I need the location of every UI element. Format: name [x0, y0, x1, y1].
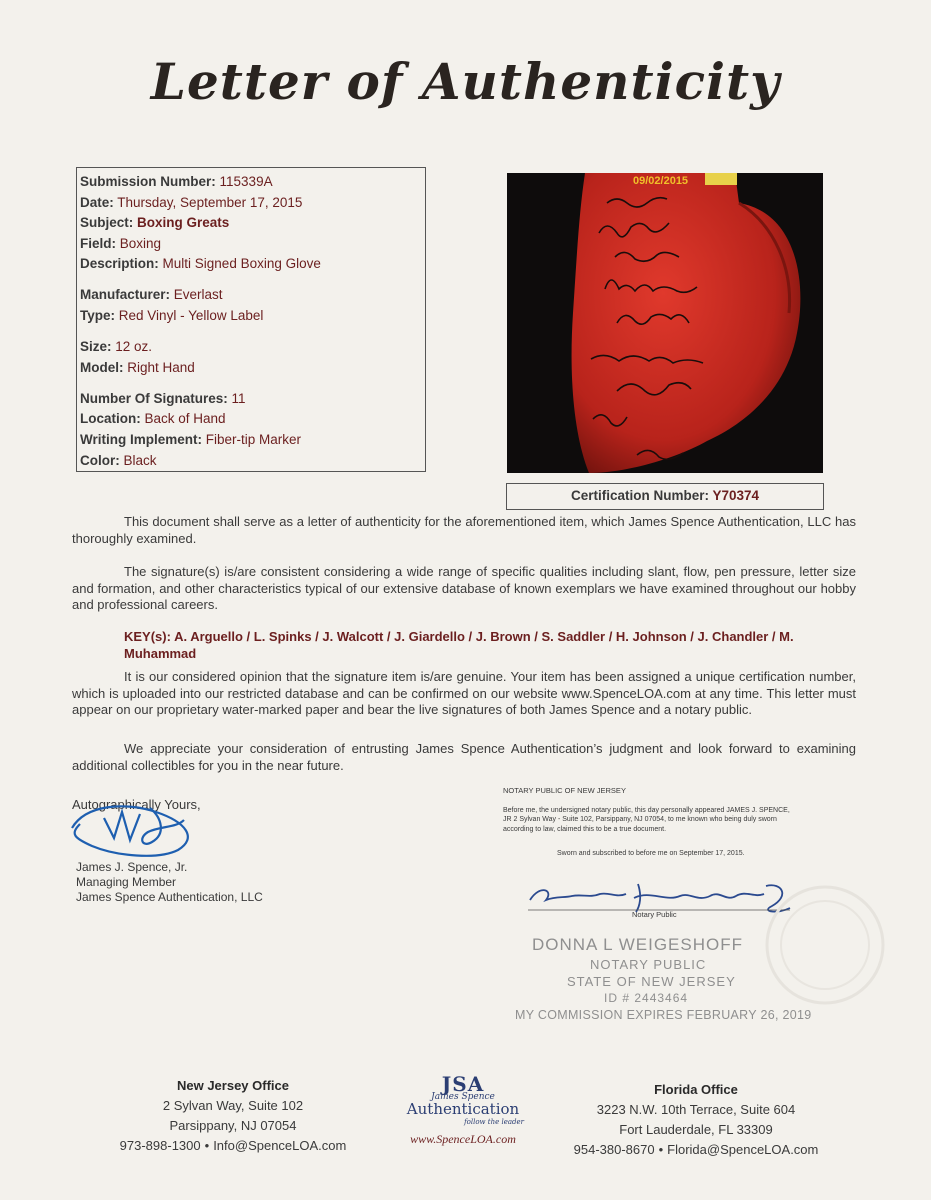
- field-value: Boxing: [119, 235, 162, 251]
- signatory-role: Managing Member: [76, 875, 177, 889]
- description-label: Description:: [80, 256, 159, 272]
- implement-label: Writing Implement:: [80, 432, 203, 448]
- notary-stamp-id: ID # 2443464: [604, 991, 689, 1005]
- paragraph-closing: [72, 741, 856, 774]
- paragraph-intro: [72, 514, 856, 547]
- signatures-row: [80, 389, 425, 410]
- manufacturer-row: [80, 285, 425, 306]
- photo-date-stamp: 09/02/2015: [633, 175, 689, 187]
- field-row: [80, 234, 425, 255]
- date-row: [80, 193, 425, 214]
- nj-office-phone: 973-898-1300: [119, 1138, 201, 1153]
- certification-label: Certification Number:: [570, 488, 709, 503]
- size-value: 12 oz.: [115, 339, 153, 355]
- signatory-name: James J. Spence, Jr.: [76, 860, 188, 874]
- closing-salutation: Autographically Yours,: [72, 797, 201, 812]
- location-row: [80, 409, 425, 430]
- notary-stamp-name: DONNA L WEIGESHOFF: [532, 935, 744, 954]
- color-row: [80, 451, 425, 472]
- model-value: Right Hand: [127, 359, 195, 375]
- fl-office-address-line2: Fort Lauderdale, FL 33309: [619, 1122, 773, 1137]
- notary-sworn-line: Sworn and subscribed to before me on September 17, 2015.: [557, 850, 745, 857]
- signatures-value: 11: [231, 390, 246, 406]
- paragraph-analysis: [72, 564, 856, 614]
- implement-value: Fiber-tip Marker: [205, 432, 302, 448]
- model-row: [80, 358, 425, 379]
- description-value: Multi Signed Boxing Glove: [162, 256, 321, 272]
- subject-value: Boxing Greats: [137, 215, 230, 231]
- nj-office-block: [96, 1076, 370, 1156]
- signatory-block: [76, 860, 263, 905]
- item-info-box: [76, 167, 426, 472]
- size-row: [80, 337, 425, 358]
- fl-office-email[interactable]: Florida@SpenceLOA.com: [667, 1142, 819, 1157]
- nj-office-address-line2: Parsippany, NJ 07054: [169, 1118, 297, 1133]
- date-label: Date:: [80, 194, 114, 210]
- jsa-logo-authentication: Authentication: [406, 1100, 520, 1118]
- fl-office-phone: 954-380-8670: [573, 1142, 655, 1157]
- certification-number: Y70374: [712, 488, 760, 503]
- description-row: [80, 254, 425, 275]
- jsa-logo-letters: JSA: [441, 1072, 485, 1096]
- submission-label: Submission Number:: [80, 174, 216, 189]
- implement-row: [80, 430, 425, 451]
- type-label: Type:: [80, 308, 116, 324]
- signatory-company: James Spence Authentication, LLC: [76, 890, 263, 904]
- submission-value: 115339A: [219, 174, 273, 189]
- subject-label: Subject:: [80, 215, 134, 231]
- notary-stamp-title: NOTARY PUBLIC: [590, 957, 707, 972]
- size-label: Size:: [80, 339, 112, 355]
- date-value: Thursday, September 17, 2015: [117, 194, 303, 210]
- nj-office-email[interactable]: Info@SpenceLOA.com: [213, 1138, 347, 1153]
- type-value: Red Vinyl - Yellow Label: [118, 308, 264, 324]
- nj-office-contact: 973-898-1300 • Info@SpenceLOA.com: [119, 1138, 347, 1153]
- signatures-label: Number Of Signatures:: [80, 390, 228, 406]
- notary-stamp-state: STATE OF NEW JERSEY: [567, 974, 736, 989]
- jsa-website-link[interactable]: www.SpenceLOA.com: [410, 1132, 516, 1146]
- subject-row: [80, 213, 425, 234]
- notary-statement: Before me, the undersigned notary public, this day personally appeared JAMES J. SPENCE, JR 2 Sylvan Way - Suite 102, Parsippany, NJ 07054, to me known who being duly sworn according to law, claimed this to be a true document.: [503, 807, 790, 833]
- glove-illustration: [507, 173, 823, 473]
- manufacturer-value: Everlast: [173, 287, 223, 303]
- jsa-logo-tagline: follow the leader: [464, 1118, 524, 1126]
- paragraph-closing-text: We appreciate your consideration of entrusting James Spence Authentication’s judgment and look forward to examining additional collectibles for you in the near future.: [72, 741, 856, 773]
- jsa-logo-name: James Spence: [431, 1092, 495, 1102]
- nj-office-address-line1: 2 Sylvan Way, Suite 102: [162, 1098, 304, 1113]
- notary-public-label: Notary Public: [632, 910, 677, 919]
- color-value: Black: [123, 452, 157, 468]
- location-value: Back of Hand: [144, 411, 226, 427]
- submission-row: [80, 172, 425, 193]
- paragraph-opinion-text: It is our considered opinion that the signature item is/are genuine. Your item has been assigned a unique certification number, which is uploaded into our restricted database and can be confirmed on our website www.SpenceLOA.com at any time. This letter must appear on our proprietary water-marked paper and bear the live signatures of both James Spence and a notary public.: [72, 669, 856, 717]
- paragraph-opinion: [72, 669, 856, 719]
- jsa-logo: [388, 1072, 538, 1147]
- certification-number-box: [506, 483, 824, 510]
- fl-office-heading: Florida Office: [654, 1082, 738, 1097]
- location-label: Location:: [80, 411, 141, 427]
- notary-heading: NOTARY PUBLIC OF NEW JERSEY: [503, 786, 626, 795]
- field-label: Field:: [80, 235, 116, 251]
- letter-title: Letter of Authenticity: [150, 52, 781, 111]
- spence-signature: [66, 798, 206, 860]
- type-row: [80, 306, 425, 327]
- paragraph-intro-text: This document shall serve as a letter of authenticity for the aforementioned item, which James Spence Authentication, LLC has thoroughly examined.: [72, 514, 856, 546]
- manufacturer-label: Manufacturer:: [80, 287, 171, 303]
- notary-seal-emboss: [760, 870, 890, 1020]
- model-label: Model:: [80, 359, 124, 375]
- signed-glove-photo: [507, 173, 823, 473]
- fl-office-block: [558, 1080, 834, 1160]
- color-label: Color:: [80, 452, 120, 468]
- nj-office-heading: New Jersey Office: [176, 1078, 289, 1093]
- fl-office-contact: 954-380-8670 • Florida@SpenceLOA.com: [573, 1142, 819, 1157]
- signature-keys: KEY(s): A. Arguello / L. Spinks / J. Walcott / J. Giardello / J. Brown / S. Saddler / H. Johnson / J. Chandler / M. Muhammad: [124, 629, 794, 661]
- notary-stamp-expiration: MY COMMISSION EXPIRES FEBRUARY 26, 2019: [515, 1008, 812, 1022]
- fl-office-address-line1: 3223 N.W. 10th Terrace, Suite 604: [596, 1102, 796, 1117]
- paragraph-analysis-text: The signature(s) is/are consistent considering a wide range of specific qualities including slant, flow, pen pressure, letter size and formation, and other characteristics typical of our extensive database of known exemplars we have examined throughout our hobby and professional careers.: [72, 564, 856, 612]
